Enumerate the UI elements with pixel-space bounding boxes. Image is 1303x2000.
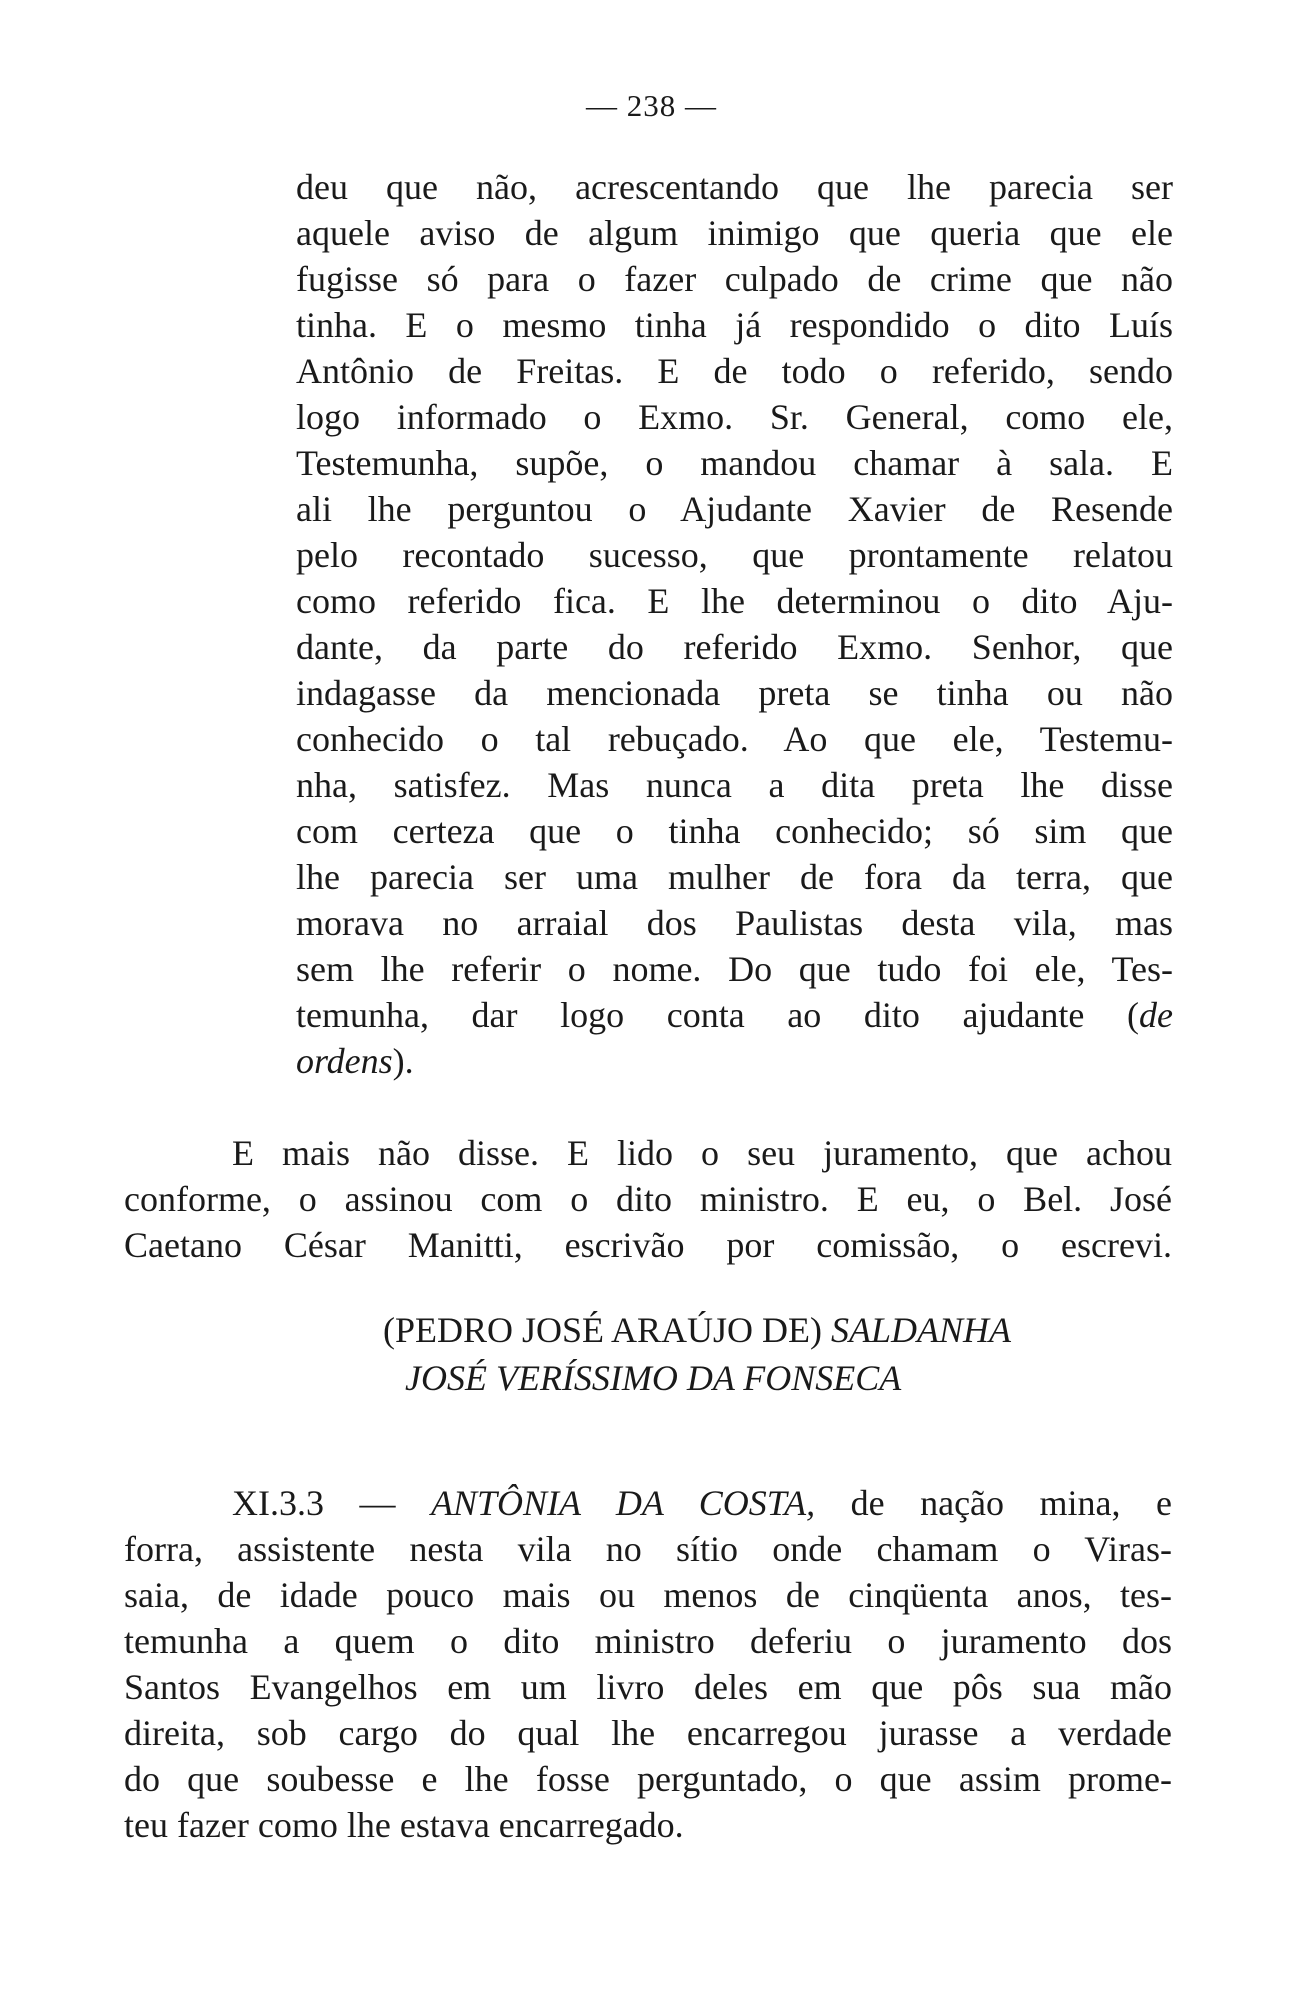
text-segment: temunha, dar logo conta ao dito ajudante ( [296, 995, 1140, 1035]
text-line: sem lhe referir o nome. Do que tudo foi ele, Tes- [296, 949, 1173, 989]
text-line: com certeza que o tinha conhecido; só sim que [296, 811, 1173, 851]
text-line: tinha. E o mesmo tinha já respondido o dito Luís [296, 305, 1173, 345]
section-reference: XI.3.3 — [232, 1483, 432, 1523]
signature-name: JOSÉ VERÍSSIMO DA FONSECA [405, 1358, 902, 1398]
testimony-paragraph-1 [296, 164, 1173, 1084]
text-line: forra, assistente nesta vila no sítio onde chamam o Viras- [124, 1529, 1172, 1569]
text-line: ali lhe perguntou o Ajudante Xavier de Resende [296, 489, 1173, 529]
text-line: conforme, o assinou com o dito ministro. E eu, o Bel. José [124, 1179, 1172, 1219]
closing-paragraph [124, 1130, 1172, 1268]
text-line: indagasse da mencionada preta se tinha ou não [296, 673, 1173, 713]
text-line [124, 1480, 1172, 1526]
witness-name: ANTÔNIA DA COSTA, [431, 1483, 816, 1523]
italic-text: ordens [296, 1041, 393, 1081]
text-line: fugisse só para o fazer culpado de crime que não [296, 259, 1173, 299]
text-line: Testemunha, supõe, o mandou chamar à sala. E [296, 443, 1173, 483]
text-line: Caetano César Manitti, escrivão por comissão, o escrevi. [124, 1225, 1172, 1265]
text-line [296, 1038, 1173, 1084]
signature-prefix: (PEDRO JOSÉ ARAÚJO DE) [383, 1310, 832, 1350]
text-line: pelo recontado sucesso, que prontamente relatou [296, 535, 1173, 575]
signature-block [383, 1306, 1143, 1402]
text-line: conhecido o tal rebuçado. Ao que ele, Testemu- [296, 719, 1173, 759]
signature-name: SALDANHA [831, 1310, 1012, 1350]
signature-line [383, 1306, 1143, 1354]
text-line: direita, sob cargo do qual lhe encarregou jurasse a verdade [124, 1713, 1172, 1753]
text-line: aquele aviso de algum inimigo que queria que ele [296, 213, 1173, 253]
text-line: Santos Evangelhos em um livro deles em que pôs sua mão [124, 1667, 1172, 1707]
text-line: Antônio de Freitas. E de todo o referido, sendo [296, 351, 1173, 391]
text-line: dante, da parte do referido Exmo. Senhor, que [296, 627, 1173, 667]
text-line: nha, satisfez. Mas nunca a dita preta lhe disse [296, 765, 1173, 805]
text-segment: de nação mina, e [815, 1483, 1172, 1523]
text-line: temunha a quem o dito ministro deferiu o juramento dos [124, 1621, 1172, 1661]
testimony-paragraph-2 [124, 1480, 1172, 1848]
page-number: — 238 — [586, 88, 717, 123]
italic-text: de [1139, 995, 1173, 1035]
signature-line [383, 1354, 1143, 1402]
text-line: lhe parecia ser uma mulher de fora da terra, que [296, 857, 1173, 897]
text-segment: ). [392, 1041, 414, 1081]
text-line: saia, de idade pouco mais ou menos de cinqüenta anos, tes- [124, 1575, 1172, 1615]
text-line [296, 992, 1173, 1038]
text-line: do que soubesse e lhe fosse perguntado, o que assim prome- [124, 1759, 1172, 1799]
text-line: morava no arraial dos Paulistas desta vila, mas [296, 903, 1173, 943]
text-line: E mais não disse. E lido o seu juramento, que achou [232, 1133, 1172, 1173]
text-line: teu fazer como lhe estava encarregado. [124, 1805, 684, 1845]
text-line: deu que não, acrescentando que lhe parecia ser [296, 167, 1173, 207]
text-line: logo informado o Exmo. Sr. General, como ele, [296, 397, 1173, 437]
text-line: como referido fica. E lhe determinou o dito Aju- [296, 581, 1173, 621]
